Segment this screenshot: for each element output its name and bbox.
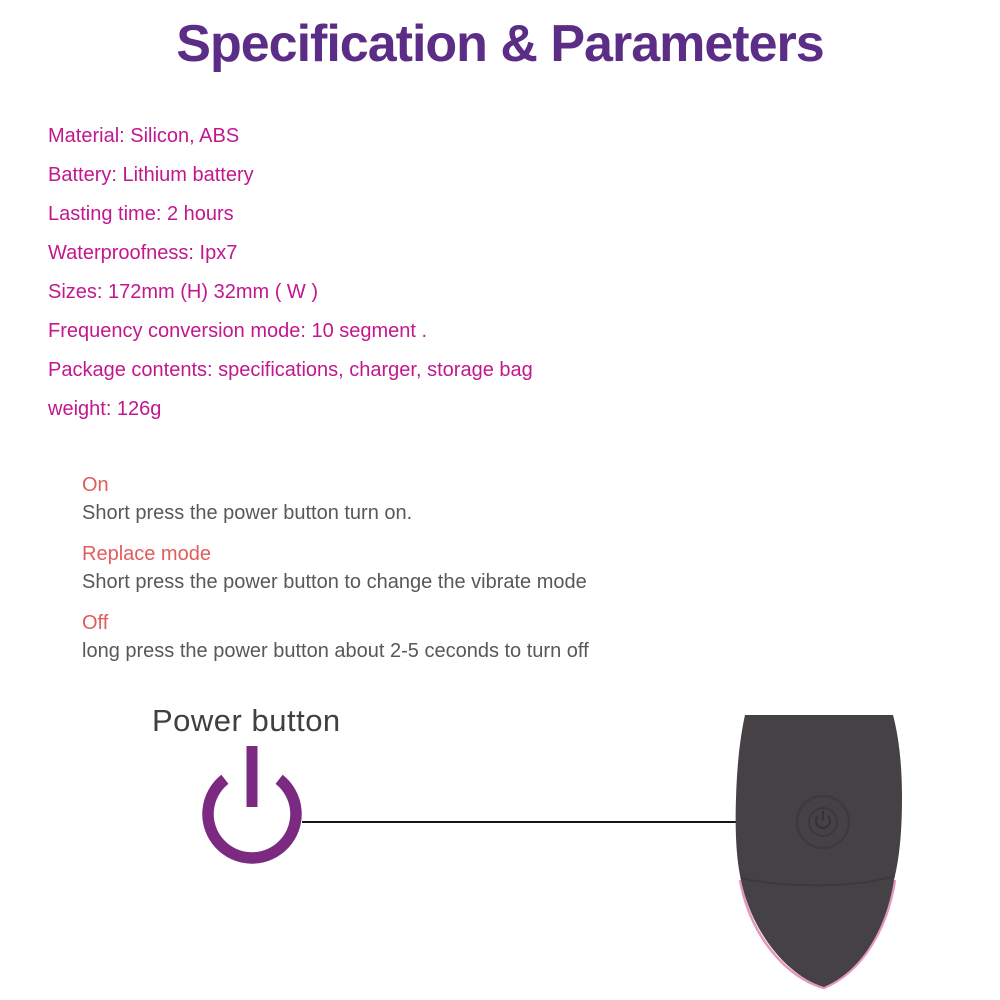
- usage-instructions: [82, 471, 589, 678]
- instruction-section-off: [82, 609, 589, 665]
- page-title: Specification & Parameters: [176, 15, 824, 73]
- spec-list: [48, 117, 533, 429]
- power-icon: [192, 742, 312, 872]
- instruction-section-replace-mode: [82, 540, 589, 596]
- instruction-body-replace-mode: Short press the power button to change the vibrate mode: [82, 571, 587, 593]
- spec-line-waterproofness: Waterproofness: Ipx7: [48, 242, 238, 264]
- spec-line-material: Material: Silicon, ABS: [48, 125, 240, 147]
- product-body: [736, 715, 902, 987]
- spec-line-package-contents: Package contents: specifications, charger, storage bag: [48, 359, 533, 381]
- spec-line-lasting-time: Lasting time: 2 hours: [48, 203, 234, 225]
- instruction-body-off: long press the power button about 2-5 ceconds to turn off: [82, 640, 589, 662]
- instruction-body-on: Short press the power button turn on.: [82, 502, 413, 524]
- power-button-label: Power button: [152, 703, 341, 738]
- instruction-heading-replace-mode: Replace mode: [82, 543, 211, 565]
- spec-line-weight: weight: 126g: [48, 398, 162, 420]
- instruction-section-on: [82, 471, 589, 527]
- instruction-heading-on: On: [82, 474, 109, 496]
- product-image: [730, 710, 910, 995]
- spec-line-sizes: Sizes: 172mm (H) 32mm ( W ): [48, 281, 319, 303]
- spec-line-battery: Battery: Lithium battery: [48, 164, 254, 186]
- spec-line-frequency-mode: Frequency conversion mode: 10 segment .: [48, 320, 428, 342]
- instruction-heading-off: Off: [82, 612, 109, 634]
